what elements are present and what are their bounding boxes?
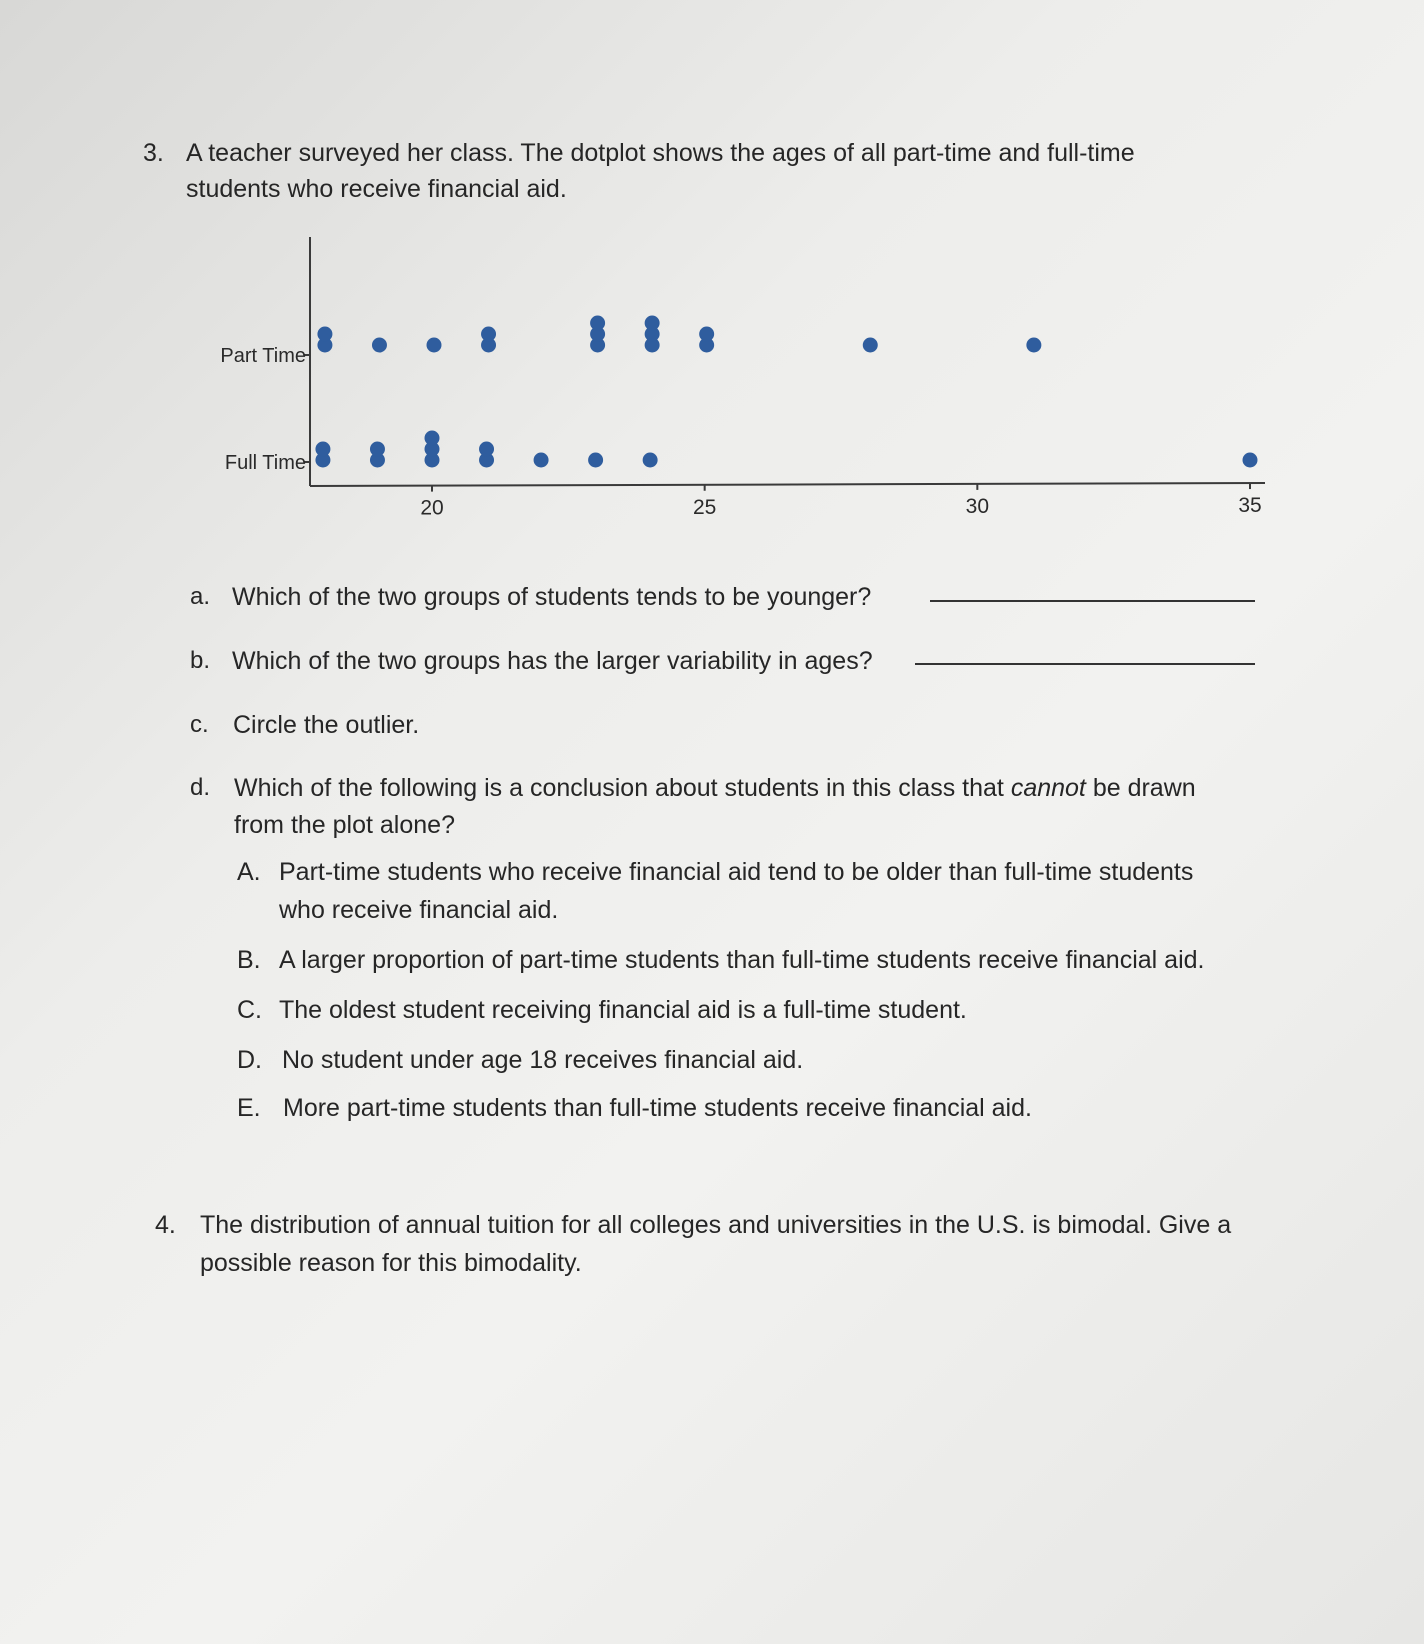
part-d-text-line2: from the plot alone? bbox=[234, 811, 455, 839]
x-tick-label: 20 bbox=[420, 496, 444, 520]
dots-layer bbox=[315, 316, 1257, 468]
category-label-full-time: Full Time bbox=[224, 452, 306, 474]
x-tick-label: 30 bbox=[965, 494, 990, 518]
choice-e-line1[interactable]: More part-time students than full-time students receive financial aid. bbox=[283, 1094, 1032, 1122]
q3-text-line1: A teacher surveyed her class. The dotplot shows the ages of all part-time and full-time bbox=[186, 139, 1135, 167]
choice-e-letter: E. bbox=[237, 1094, 261, 1122]
choice-a-letter: A. bbox=[237, 858, 261, 886]
part-d-text-post: be drawn bbox=[1085, 774, 1196, 802]
choice-b-letter: B. bbox=[237, 946, 261, 974]
dot-part-time-age-25 bbox=[699, 327, 714, 342]
dot-part-time-age-21 bbox=[481, 327, 496, 342]
part-c-letter: c. bbox=[190, 711, 209, 738]
part-a-letter: a. bbox=[190, 583, 211, 610]
x-tick-label: 35 bbox=[1238, 494, 1262, 518]
dot-part-time-age-24 bbox=[645, 316, 660, 331]
part-a-text: Which of the two groups of students tends to be younger? bbox=[232, 583, 872, 611]
dot-part-time-age-23 bbox=[590, 316, 605, 331]
dot-full-time-age-21 bbox=[479, 442, 494, 457]
labels-layer bbox=[220, 345, 1261, 520]
x-axis-line bbox=[310, 483, 1265, 486]
dot-full-time-age-35 bbox=[1243, 453, 1258, 468]
part-b-letter: b. bbox=[190, 647, 211, 674]
q4-number: 4. bbox=[155, 1211, 176, 1239]
category-label-part-time: Part Time bbox=[220, 345, 306, 367]
dot-full-time-age-23 bbox=[588, 453, 603, 468]
dot-part-time-age-18 bbox=[317, 327, 332, 342]
choice-b-line1[interactable]: A larger proportion of part-time students than full-time students receive financial aid. bbox=[279, 946, 1205, 974]
part-d-letter: d. bbox=[190, 774, 211, 801]
q3-number: 3. bbox=[143, 139, 164, 167]
part-b-text: Which of the two groups has the larger variability in ages? bbox=[232, 647, 873, 675]
q4-text-line2: possible reason for this bimodality. bbox=[200, 1249, 582, 1277]
dot-full-time-age-22 bbox=[534, 453, 549, 468]
dot-full-time-age-18 bbox=[315, 442, 330, 457]
axes-layer bbox=[304, 237, 1265, 492]
x-tick-label: 25 bbox=[692, 495, 717, 519]
answer-blank-a[interactable] bbox=[930, 600, 1255, 602]
part-d-text-emphasis: cannot bbox=[1010, 774, 1086, 802]
dot-part-time-age-31 bbox=[1026, 338, 1041, 353]
answer-blank-b[interactable] bbox=[915, 663, 1255, 665]
choice-d-line1[interactable]: No student under age 18 receives financial aid. bbox=[282, 1046, 804, 1074]
choice-d-letter: D. bbox=[237, 1046, 262, 1074]
choice-a-line1[interactable]: Part-time students who receive financial aid tend to be older than full-time students bbox=[279, 858, 1194, 886]
part-d-text-pre: Which of the following is a conclusion about students in this class that bbox=[234, 774, 1011, 802]
q4-text-line1: The distribution of annual tuition for all colleges and universities in the U.S. is bimodal. Give a bbox=[200, 1211, 1232, 1239]
part-c-text: Circle the outlier. bbox=[233, 711, 420, 739]
dot-full-time-age-19 bbox=[370, 442, 385, 457]
dotplot-svg bbox=[195, 232, 1275, 532]
part-d-text-line1 bbox=[234, 769, 1196, 807]
choice-c-letter: C. bbox=[237, 996, 262, 1024]
dot-part-time-age-19 bbox=[372, 338, 387, 353]
dot-full-time-age-20 bbox=[425, 431, 440, 446]
q3-text-line2: students who receive financial aid. bbox=[186, 175, 567, 203]
dotplot-chart bbox=[195, 232, 1275, 532]
choice-c-line1[interactable]: The oldest student receiving financial aid is a full-time student. bbox=[279, 996, 967, 1024]
dot-part-time-age-28 bbox=[863, 338, 878, 353]
dot-part-time-age-20 bbox=[427, 338, 442, 353]
choice-a-line2[interactable]: who receive financial aid. bbox=[279, 896, 559, 924]
dot-full-time-age-24 bbox=[643, 453, 658, 468]
